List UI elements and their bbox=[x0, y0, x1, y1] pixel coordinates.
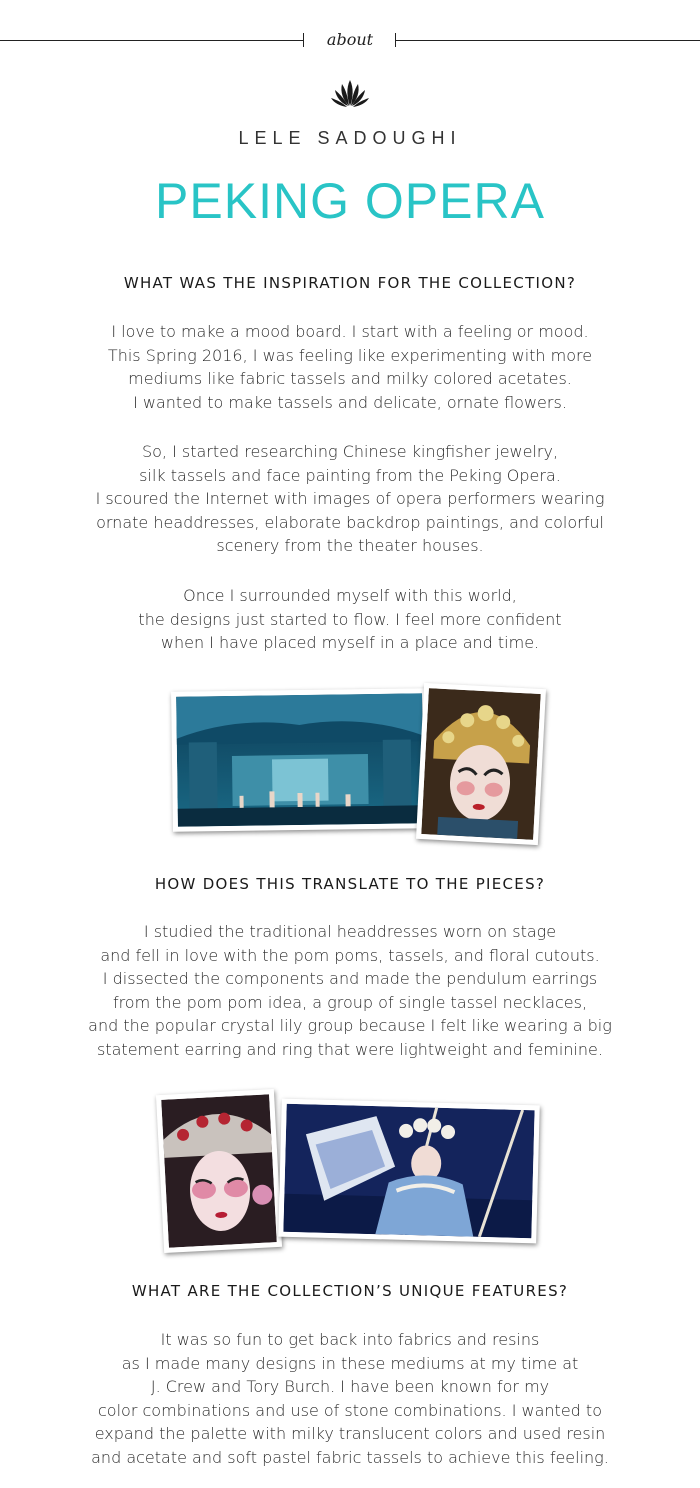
section-question: WHAT ARE THE COLLECTION’S UNIQUE FEATURES? bbox=[131, 1282, 569, 1300]
text-line: It was so fun to get back into fabrics and resins bbox=[160, 1330, 540, 1349]
text-line: and the popular crystal lily group because I felt like wearing a big bbox=[88, 1016, 612, 1035]
text-line: from the pom pom idea, a group of single tassel necklaces, bbox=[112, 992, 588, 1012]
collection-title: PEKING OPERA bbox=[155, 173, 545, 229]
text-line: when I have placed myself in a place and time. bbox=[160, 633, 540, 652]
text-line: color combinations and use of stone combinations. I wanted to bbox=[98, 1400, 602, 1420]
text-line: J. Crew and Tory Burch. I have been known for my bbox=[150, 1377, 550, 1396]
text-line: So, I started researching Chinese kingfisher jewelry, bbox=[141, 442, 559, 461]
opera-face-photo bbox=[416, 683, 546, 845]
text-line: This Spring 2016, I was feeling like experimenting with more bbox=[107, 345, 593, 365]
text-line: mediums like fabric tassels and milky colored acetates. bbox=[128, 369, 572, 388]
paragraph bbox=[40, 440, 660, 558]
text-line: and fell in love with the pom poms, tassels, and floral cutouts. bbox=[100, 945, 600, 965]
painted-face-photo bbox=[156, 1089, 282, 1253]
section-label: about bbox=[326, 30, 374, 49]
header-rule-tick-left bbox=[303, 33, 304, 47]
text-line: I wanted to make tassels and delicate, ornate flowers. bbox=[133, 392, 567, 412]
header-rule-left bbox=[0, 40, 303, 41]
text-line: I scoured the Internet with images of opera performers wearing bbox=[95, 489, 605, 508]
section-question: WHAT WAS THE INSPIRATION FOR THE COLLECTION? bbox=[123, 274, 577, 292]
paragraph bbox=[40, 584, 660, 655]
header-rule-right bbox=[396, 40, 700, 41]
text-line: scenery from the theater houses. bbox=[216, 536, 484, 555]
section-question: HOW DOES THIS TRANSLATE TO THE PIECES? bbox=[154, 875, 546, 893]
about-header bbox=[0, 28, 700, 54]
paragraph bbox=[40, 1328, 660, 1469]
text-line: Once I surrounded myself with this world, bbox=[183, 586, 517, 605]
text-line: expand the palette with milky translucent colors and used resin bbox=[94, 1424, 606, 1443]
stage-photo bbox=[171, 688, 429, 832]
text-line: statement earring and ring that were lightweight and feminine. bbox=[97, 1039, 603, 1059]
text-line: I studied the traditional headdresses worn on stage bbox=[143, 922, 557, 941]
fan-shell-icon bbox=[331, 78, 369, 108]
text-line: as I made many designs in these mediums at my time at bbox=[121, 1353, 579, 1373]
text-line: I dissected the components and made the pendulum earrings bbox=[102, 969, 598, 988]
warrior-performer-photo bbox=[278, 1099, 540, 1244]
text-line: I love to make a mood board. I start with a feeling or mood. bbox=[111, 322, 589, 341]
text-line: silk tassels and face painting from the Peking Opera. bbox=[139, 465, 561, 485]
text-line: the designs just started to flow. I feel more confident bbox=[138, 609, 562, 629]
paragraph bbox=[40, 320, 660, 414]
paragraph bbox=[40, 920, 660, 1061]
text-line: ornate headdresses, elaborate backdrop paintings, and colorful bbox=[96, 512, 604, 532]
brand-name: LELE SADOUGHI bbox=[238, 128, 462, 148]
text-line: and acetate and soft pastel fabric tassels to achieve this feeling. bbox=[91, 1447, 609, 1467]
